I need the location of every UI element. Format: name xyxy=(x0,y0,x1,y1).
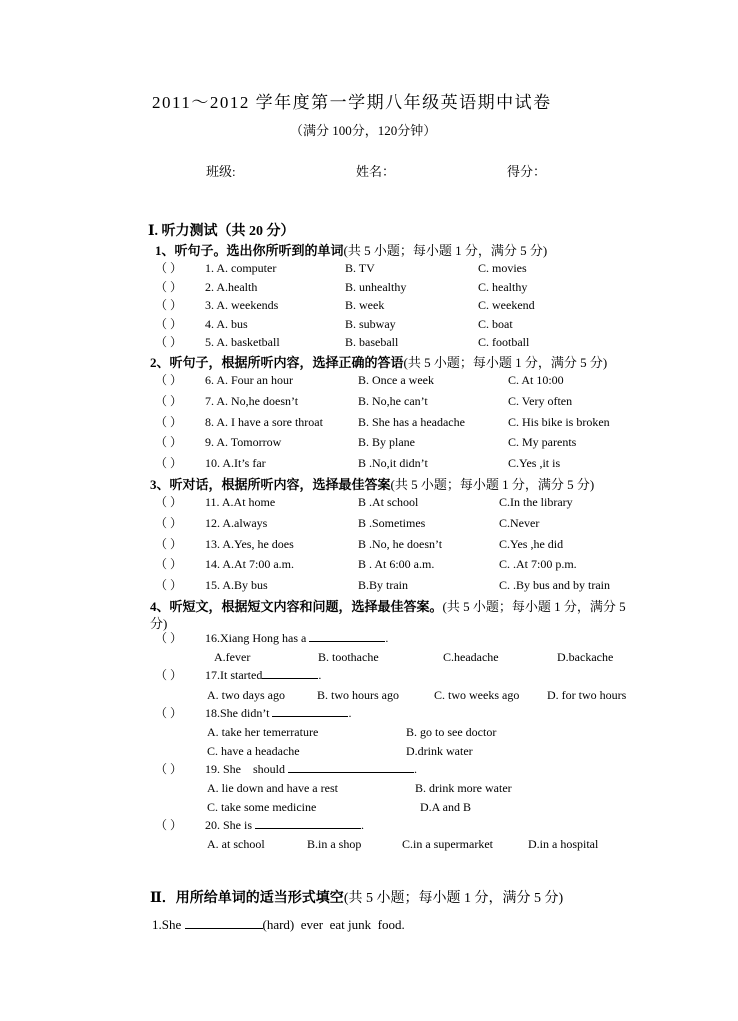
question-9 xyxy=(155,433,576,451)
q17-options xyxy=(207,686,626,704)
question-4 xyxy=(155,315,513,333)
stem-end: . xyxy=(414,762,418,776)
option-a: A. take her temerrature xyxy=(207,725,319,739)
option-c: C.In the library xyxy=(499,495,573,509)
question-6 xyxy=(155,371,564,389)
part-4-title xyxy=(150,596,626,615)
option-d: D.in a hospital xyxy=(528,837,599,851)
question-16 xyxy=(155,629,388,647)
section-2-question-1 xyxy=(152,915,405,933)
option-b: B. unhealthy xyxy=(345,279,407,294)
option-b: B . At 6:00 a.m. xyxy=(358,557,435,572)
part-3-heading: 3、听对话，根据所听内容，选择最佳答案 xyxy=(150,477,391,492)
question-stem: 16.Xiang Hong has a xyxy=(205,631,307,645)
q19-options-row1 xyxy=(207,779,512,797)
part-1-heading: 1、听句子。选出你所听到的单词 xyxy=(155,243,344,258)
page-title: 2011～2012 学年度第一学期八年级英语期中试卷 xyxy=(152,93,552,112)
option-b: B .No,it didn’t xyxy=(358,456,428,471)
option-b: B. toothache xyxy=(318,650,379,664)
option-a: 7. A. No,he doesn’t xyxy=(205,393,299,408)
option-c: C. movies xyxy=(478,261,527,275)
option-a: 14. A.At 7:00 a.m. xyxy=(205,557,294,572)
answer-blank[interactable] xyxy=(309,629,385,642)
option-c: C. two weeks ago xyxy=(434,688,520,702)
question-12 xyxy=(155,514,539,532)
stem-end: . xyxy=(318,668,322,682)
answer-paren[interactable]: （ ） xyxy=(155,557,183,572)
question-8 xyxy=(155,413,610,431)
question-stem: 20. She is xyxy=(205,818,253,832)
stem-end: . xyxy=(385,631,389,645)
option-a: 9. A. Tomorrow xyxy=(205,435,282,450)
question-start: 1.She xyxy=(152,917,182,932)
question-19 xyxy=(155,760,417,778)
part-4-note-cont: 分) xyxy=(150,616,168,631)
answer-paren[interactable]: （ ） xyxy=(155,631,183,645)
option-c: C.Yes ,he did xyxy=(499,536,564,551)
answer-paren[interactable]: （ ） xyxy=(155,578,183,593)
question-11 xyxy=(155,493,573,511)
option-a: 5. A. basketball xyxy=(205,335,280,350)
question-13 xyxy=(155,535,563,553)
option-c: C.headache xyxy=(443,650,499,664)
answer-paren[interactable]: （ ） xyxy=(155,762,183,776)
question-3 xyxy=(155,296,535,314)
option-a: 15. A.By bus xyxy=(205,578,268,593)
question-1 xyxy=(155,259,527,277)
question-17 xyxy=(155,666,321,684)
part-2-title xyxy=(150,352,607,371)
option-b: B. Once a week xyxy=(358,373,434,387)
option-a: 4. A. bus xyxy=(205,316,248,331)
class-field-label: 班级: xyxy=(206,164,236,179)
option-c: C. .By bus and by train xyxy=(499,578,610,593)
answer-paren[interactable]: （ ） xyxy=(155,373,183,387)
answer-paren[interactable]: （ ） xyxy=(155,393,183,408)
option-b: B.By train xyxy=(358,578,408,593)
option-a: 2. A.health xyxy=(205,279,258,294)
option-d: D. for two hours xyxy=(547,688,627,702)
q18-options-row2 xyxy=(207,742,473,760)
option-a: 12. A.always xyxy=(205,515,268,530)
option-c: C. .At 7:00 p.m. xyxy=(499,557,577,572)
option-c: C. take some medicine xyxy=(207,800,317,814)
option-d: D.A and B xyxy=(420,800,471,814)
part-1-note: (共 5 小题；每小题 1 分，满分 5 分) xyxy=(343,243,548,258)
question-20 xyxy=(155,816,364,834)
q20-options xyxy=(207,835,598,853)
section-2-title xyxy=(150,887,563,907)
option-a: 3. A. weekends xyxy=(205,298,279,313)
answer-paren[interactable]: （ ） xyxy=(155,515,183,530)
stem-end: . xyxy=(348,706,352,720)
option-c: C. His bike is broken xyxy=(508,414,610,429)
option-c: C. At 10:00 xyxy=(508,373,564,387)
part-2-heading: 2、听句子，根据所听内容，选择正确的答语 xyxy=(150,355,404,370)
question-14 xyxy=(155,555,577,573)
question-7 xyxy=(155,392,572,410)
answer-paren[interactable]: （ ） xyxy=(155,335,183,350)
option-a: 13. A.Yes, he does xyxy=(205,536,294,551)
option-b: B. subway xyxy=(345,316,396,331)
answer-paren[interactable]: （ ） xyxy=(155,414,183,429)
question-2 xyxy=(155,278,527,296)
part-4-heading: 4、听短文，根据短文内容和问题，选择最佳答案。 xyxy=(150,599,443,614)
answer-blank[interactable] xyxy=(255,816,361,829)
name-field-label: 姓名： xyxy=(356,164,396,179)
answer-paren[interactable]: （ ） xyxy=(155,279,183,294)
question-stem: 18.She didn’t xyxy=(205,706,270,720)
section-1-title: Ⅰ. 听力测试（共 20 分） xyxy=(148,224,295,239)
option-b: B.in a shop xyxy=(307,837,362,851)
answer-blank[interactable] xyxy=(288,760,414,773)
option-b: B .At school xyxy=(358,495,419,509)
option-a: 10. A.It’s far xyxy=(205,456,266,471)
option-a: 6. A. Four an hour xyxy=(205,373,293,387)
stem-end: . xyxy=(361,818,365,832)
question-15 xyxy=(155,576,610,594)
option-b: B. go to see doctor xyxy=(406,725,497,739)
part-3-note: (共 5 小题；每小题 1 分，满分 5 分) xyxy=(390,477,595,492)
part-3-title xyxy=(150,474,594,493)
q16-options xyxy=(214,648,613,666)
page-subtitle: （满分 100分，120分钟） xyxy=(290,123,437,138)
option-b: B. She has a headache xyxy=(358,414,465,429)
option-a: A. at school xyxy=(207,837,265,851)
option-c: C. My parents xyxy=(508,435,577,450)
answer-paren[interactable]: （ ） xyxy=(155,536,183,551)
question-stem: 17.It started xyxy=(205,668,263,682)
option-a: 8. A. I have a sore throat xyxy=(205,414,323,429)
score-field-label: 得分： xyxy=(507,164,547,179)
option-d: D.drink water xyxy=(406,744,473,758)
question-hint: (hard) ever eat junk food. xyxy=(262,917,405,932)
answer-paren[interactable]: （ ） xyxy=(155,818,183,832)
option-a: A. lie down and have a rest xyxy=(207,781,338,795)
answer-paren[interactable]: （ ） xyxy=(155,706,183,720)
q18-options-row1 xyxy=(207,723,496,741)
part-4-note: (共 5 小题；每小题 1 分，满分 5 xyxy=(442,599,626,614)
section-2-note: (共 5 小题；每小题 1 分，满分 5 分) xyxy=(343,891,564,906)
answer-paren[interactable]: （ ） xyxy=(155,316,183,331)
option-b: B. baseball xyxy=(345,335,399,350)
q19-options-row2 xyxy=(207,798,471,816)
option-b: B. TV xyxy=(345,261,375,275)
part-2-note: (共 5 小题；每小题 1 分，满分 5 分) xyxy=(403,355,608,370)
option-b: B. No,he can’t xyxy=(358,393,428,408)
option-c: C. have a headache xyxy=(207,744,300,758)
option-c: C.in a supermarket xyxy=(402,837,493,851)
answer-paren[interactable]: （ ） xyxy=(155,261,183,275)
option-c: C. weekend xyxy=(478,298,535,313)
answer-paren[interactable]: （ ） xyxy=(155,298,183,313)
answer-paren[interactable]: （ ） xyxy=(155,456,183,471)
option-c: C. Very often xyxy=(508,393,573,408)
option-c: C. boat xyxy=(478,316,513,331)
option-b: B .Sometimes xyxy=(358,515,426,530)
answer-paren[interactable]: （ ） xyxy=(155,435,183,450)
section-2-heading: Ⅱ．用所给单词的适当形式填空 xyxy=(150,891,344,906)
question-stem: 19. She should xyxy=(205,762,286,776)
option-c: C. football xyxy=(478,335,530,350)
option-a: A. two days ago xyxy=(207,688,285,702)
answer-blank[interactable] xyxy=(185,915,263,929)
answer-blank[interactable] xyxy=(262,666,318,679)
option-d: D.backache xyxy=(557,650,614,664)
question-18 xyxy=(155,704,351,722)
answer-paren[interactable]: （ ） xyxy=(155,668,183,682)
option-a: 11. A.At home xyxy=(205,495,276,509)
option-a: 1. A. computer xyxy=(205,261,277,275)
part-1-title xyxy=(155,240,547,259)
option-b: B. week xyxy=(345,298,385,313)
answer-blank[interactable] xyxy=(272,704,348,717)
option-b: B. drink more water xyxy=(415,781,512,795)
answer-paren[interactable]: （ ） xyxy=(155,495,183,509)
option-c: C.Never xyxy=(499,515,540,530)
option-b: B. two hours ago xyxy=(317,688,399,702)
option-a: A.fever xyxy=(214,650,251,664)
question-10 xyxy=(155,454,560,472)
option-b: B .No, he doesn’t xyxy=(358,536,443,551)
option-c: C. healthy xyxy=(478,279,528,294)
question-5 xyxy=(155,333,529,351)
option-c: C.Yes ,it is xyxy=(508,456,561,471)
option-b: B. By plane xyxy=(358,435,415,450)
